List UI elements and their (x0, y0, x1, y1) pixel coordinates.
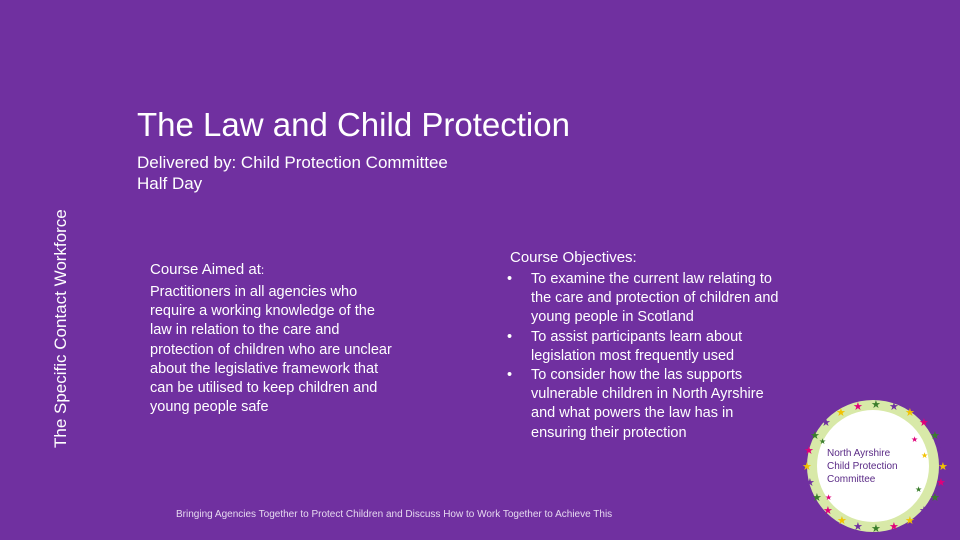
svg-text:★: ★ (919, 416, 929, 429)
svg-text:★: ★ (805, 476, 815, 489)
svg-text:★: ★ (812, 491, 822, 504)
list-item (505, 366, 790, 443)
objective-text: To assist participants learn about legislation most frequently used (531, 328, 743, 364)
objectives-heading: Course Objectives: (510, 249, 637, 266)
aimed-heading-text: Course Aimed at (150, 261, 261, 278)
svg-text:★: ★ (889, 400, 899, 413)
svg-text:★: ★ (823, 504, 833, 517)
svg-text:★: ★ (936, 444, 946, 457)
list-item (505, 328, 790, 366)
objectives-list (505, 270, 790, 443)
svg-text:★: ★ (889, 520, 899, 533)
committee-logo (793, 396, 953, 536)
svg-text:★: ★ (821, 416, 831, 429)
svg-text:★: ★ (921, 451, 929, 460)
svg-text:★: ★ (836, 406, 846, 419)
svg-text:★: ★ (853, 520, 863, 533)
svg-text:★: ★ (871, 398, 881, 411)
delivered-by-text: Delivered by: Child Protection Committee (137, 153, 448, 172)
side-label: The Specific Contact Workforce (51, 209, 70, 448)
objective-text: To consider how the las supports vulnerable children in North Ayrshire and what powers the law has in ensuring their protection (531, 367, 764, 441)
svg-text:★: ★ (915, 485, 923, 494)
objective-text: To examine the current law relating to the care and protection of children and young people in Scotland (531, 271, 779, 326)
aimed-heading-colon: : (260, 263, 265, 277)
svg-text:★: ★ (819, 437, 827, 446)
bullet-icon: • (507, 271, 513, 287)
duration-text: Half Day (137, 174, 203, 193)
svg-text:★: ★ (837, 514, 847, 527)
svg-text:★: ★ (938, 460, 948, 473)
bullet-icon: • (507, 367, 513, 384)
page-title: The Law and Child Protection (137, 106, 570, 143)
footer-text: Bringing Agencies Together to Protect Children and Discuss How to Work Together to Achieve This (176, 509, 613, 520)
svg-text:★: ★ (810, 429, 820, 442)
delivery-info (137, 152, 448, 194)
logo-line-2: Child Protection (827, 461, 898, 472)
list-item (505, 270, 790, 328)
svg-text:★: ★ (930, 429, 940, 442)
svg-text:★: ★ (802, 460, 812, 473)
aimed-body: Practitioners in all agencies who require a working knowledge of the law in relation to the care and protection of children who are unclear about the legislative framework that can be utilised to keep children and young people safe (150, 284, 392, 416)
svg-text:★: ★ (911, 435, 919, 444)
logo-line-3: Committee (827, 474, 876, 485)
svg-text:★: ★ (853, 400, 863, 413)
svg-text:★: ★ (936, 476, 946, 489)
svg-text:★: ★ (905, 406, 915, 419)
svg-text:★: ★ (804, 444, 814, 457)
svg-text:★: ★ (871, 522, 881, 535)
bullet-icon: • (507, 328, 513, 345)
svg-text:★: ★ (825, 493, 833, 502)
svg-text:★: ★ (905, 514, 915, 527)
logo-line-1: North Ayrshire (827, 448, 891, 459)
logo-text (827, 447, 898, 486)
aimed-heading (150, 261, 264, 278)
svg-text:★: ★ (930, 491, 940, 504)
svg-text:★: ★ (919, 504, 929, 517)
